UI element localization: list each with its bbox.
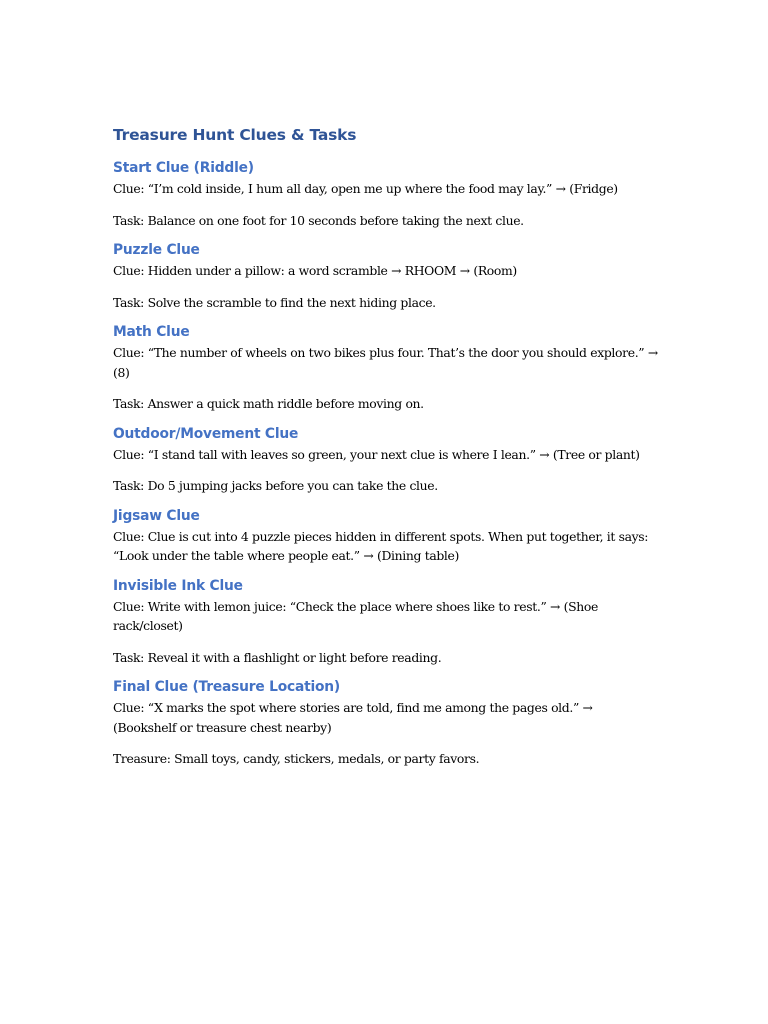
document-title: Treasure Hunt Clues & Tasks: [113, 126, 357, 144]
task-text: Task: Solve the scramble to find the next hiding place.: [113, 294, 436, 310]
clue-text: Clue: “X marks the spot where stories are told, find me among the pages old.” → (Bookshelf or treasure chest nearby): [113, 700, 593, 735]
section-heading: Invisible Ink Clue: [113, 577, 243, 594]
section-start-clue: [113, 158, 658, 230]
section-jigsaw-clue: [113, 506, 658, 566]
clue-text: Clue: “The number of wheels on two bikes plus four. That’s the door you should explore.” → (8): [113, 345, 658, 380]
section-math-clue: [113, 322, 658, 414]
clue-text: Clue: “I stand tall with leaves so green, your next clue is where I lean.” → (Tree or plant): [113, 446, 640, 462]
task-text: Task: Reveal it with a flashlight or light before reading.: [113, 649, 442, 665]
clue-text: Clue: “I’m cold inside, I hum all day, open me up where the food may lay.” → (Fridge): [113, 181, 618, 196]
task-text: Task: Answer a quick math riddle before moving on.: [113, 396, 424, 411]
section-heading: Jigsaw Clue: [113, 507, 200, 524]
treasure-text: Treasure: Small toys, candy, stickers, medals, or party favors.: [113, 751, 480, 766]
document-page: [113, 124, 658, 779]
section-heading: Math Clue: [113, 324, 190, 340]
clue-text: Clue: Hidden under a pillow: a word scramble → RHOOM → (Room): [113, 263, 517, 278]
section-heading: Outdoor/Movement Clue: [113, 425, 299, 442]
section-heading: Final Clue (Treasure Location): [113, 679, 341, 695]
section-invisible-ink-clue: [113, 576, 658, 668]
section-final-clue: [113, 677, 658, 769]
clue-text: Clue: Clue is cut into 4 puzzle pieces hidden in different spots. When put together, it says: “Look under the table where people eat.” → (Dining table): [113, 528, 649, 563]
section-puzzle-clue: [113, 240, 658, 312]
section-heading: Start Clue (Riddle): [113, 160, 254, 176]
task-text: Task: Balance on one foot for 10 seconds before taking the next clue.: [113, 212, 524, 228]
section-heading: Puzzle Clue: [113, 242, 200, 258]
section-outdoor-clue: [113, 424, 658, 496]
task-text: Task: Do 5 jumping jacks before you can take the clue.: [113, 478, 438, 493]
clue-text: Clue: Write with lemon juice: “Check the place where shoes like to rest.” → (Shoe rack/closet): [113, 598, 598, 633]
